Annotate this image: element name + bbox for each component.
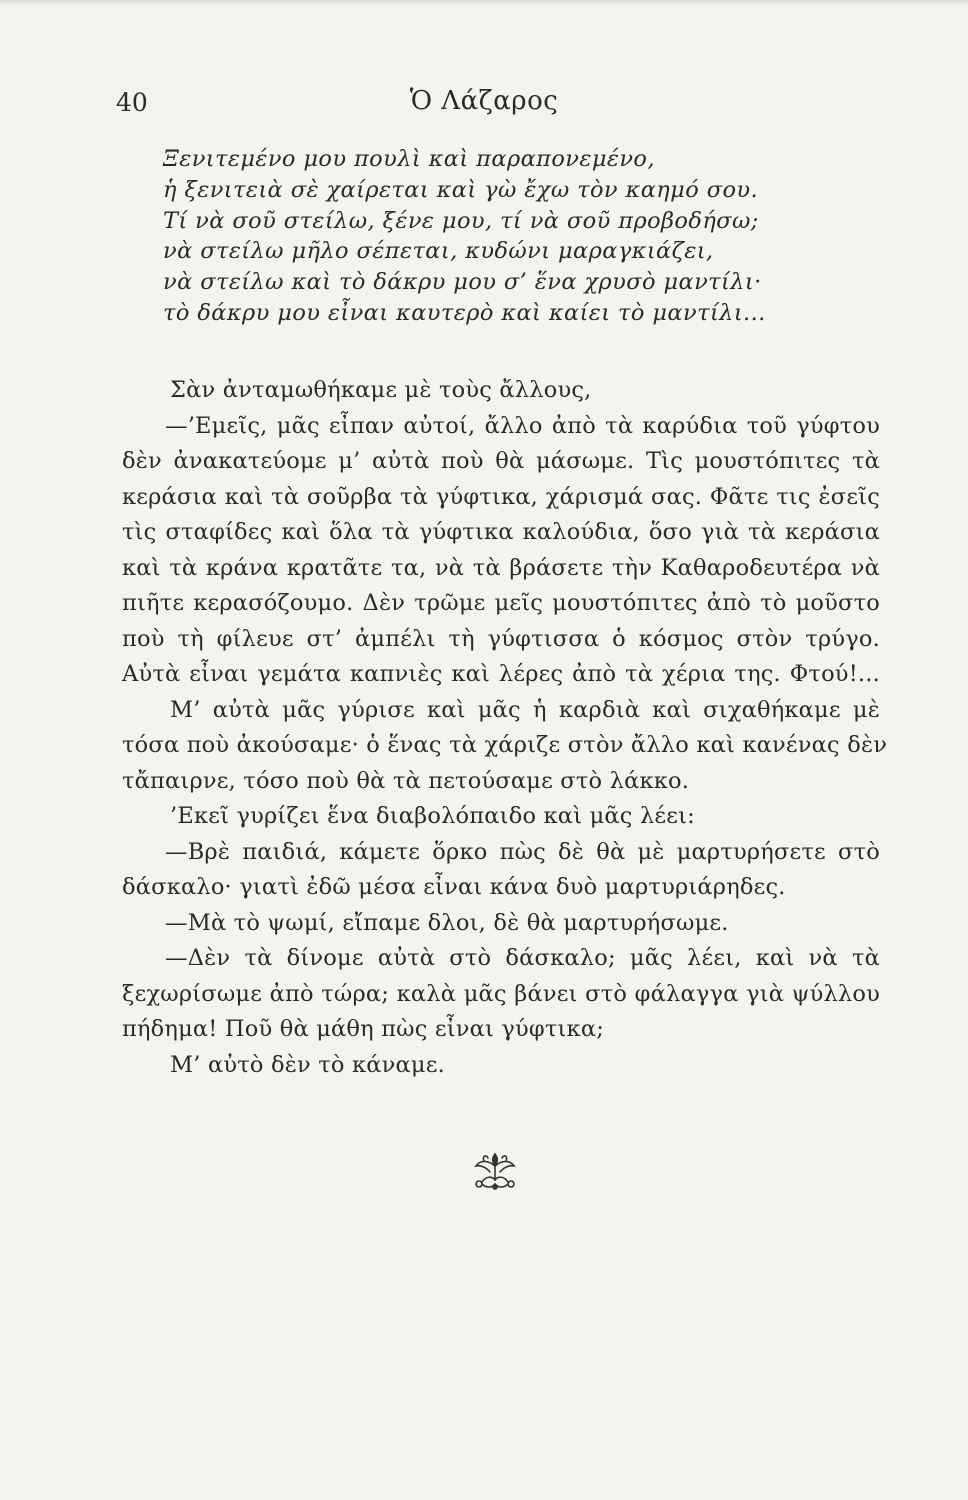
prose-line: τἄπαιρνε, τόσο ποὺ θὰ τὰ πετούσαμε στὸ λάκκο. [122,767,690,794]
poem-line: νὰ στείλω μῆλο σέπεται, κυδώνι μαραγκιάζει, [163,238,714,265]
prose-block [122,373,888,1083]
prose-line: —Μὰ τὸ ψωμί, εἴπαμε δλοι, δὲ θὰ μαρτυρήσωμε. [165,909,729,936]
prose-line: τόσα ποὺ ἀκούσαμε· ὁ ἕνας τὰ χάριζε στὸν ἄλλο καὶ κανένας δὲν [122,732,888,758]
prose-line: Σὰν ἀνταμωθήκαμε μὲ τοὺς ἄλλους, [170,377,592,403]
prose-line: ξεχωρίσωμε ἀπὸ τώρα; καλὰ μᾶς βάνει στὸ φάλαγγα γιὰ ψύλλου [122,980,880,1007]
prose-line: —’Εμεῖς, μᾶς εἶπαν αὐτοί, ἄλλο ἀπὸ τὰ καρύδια τοῦ γύφτου [165,412,880,439]
poem-block [163,144,883,329]
prose-line: —Βρὲ παιδιά, κάμετε ὅρκο πὼς δὲ θὰ μὲ μαρτυρήσετε στὸ [165,838,880,865]
page-number: 40 [116,88,148,117]
prose-line: καὶ τὰ κράνα κρατᾶτε τα, νὰ τὰ βράσετε τὴν Καθαροδευτέρα νὰ [122,554,880,581]
poem-line: Τί νὰ σοῦ στείλω, ξένε μου, τί νὰ σοῦ προβοδήσω; [163,207,759,234]
prose-line: δάσκαλο· γιατὶ ἐδῶ μέσα εἶναι κάνα δυὸ μαρτυριάρηδες. [122,874,786,900]
poem-line: τὸ δάκρυ μου εἶναι καυτερὸ καὶ καίει τὸ μαντίλι... [163,299,766,326]
running-title: Ὁ Λάζαρος [409,86,559,116]
prose-line: ποὺ τὴ φίλευε στ’ ἀμπέλι τὴ γύφτισσα ὁ κόσμος στὸν τρύγο. [122,625,880,652]
prose-line: Μ’ αὐτὸ δὲν τὸ κάναμε. [170,1051,445,1078]
prose-line: τὶς σταφίδες καὶ ὅλα τὰ γύφτικα καλούδια, ὅσο γιὰ τὰ κεράσια [122,519,880,545]
poem-line: Ξενιτεμένο μου πουλὶ καὶ παραπονεμένο, [163,146,655,172]
page-top-edge [0,0,968,6]
prose-line: πήδημα! Ποῦ θὰ μάθη πὼς εἶναι γύφτικα; [122,1016,604,1042]
poem-line: νὰ στείλω καὶ τὸ δάκρυ μου σ’ ἕνα χρυσὸ μαντίλι· [163,269,762,296]
prose-line: Αὐτὰ εἶναι γεμάτα καπνιὲς καὶ λέρες ἀπὸ τὰ χέρια της. Φτού!... [122,661,880,687]
prose-line: πιῆτε κερασόζουμο. Δὲν τρῶμε μεῖς μουστόπιτες ἀπὸ τὸ μοῦστο [122,590,880,616]
poem-line: ἡ ξενιτειὰ σὲ χαίρεται καὶ γὼ ἔχω τὸν καημό σου. [163,176,759,203]
prose-line: κεράσια καὶ τὰ σοῦρβα τὰ γύφτικα, χάρισμά σας. Φᾶτε τις ἐσεῖς [122,483,880,510]
prose-line: Μ’ αὐτὰ μᾶς γύρισε καὶ μᾶς ἡ καρδιὰ καὶ σιχαθήκαμε μὲ [170,696,880,723]
prose-line: ’Εκεῖ γυρίζει ἕνα διαβολόπαιδο καὶ μᾶς λέει: [170,803,695,829]
floral-ornament-icon [470,1150,520,1194]
prose-line: —Δὲν τὰ δίνομε αὐτὰ στὸ δάσκαλο; μᾶς λέει, καὶ νὰ τὰ [165,945,880,971]
prose-line: δὲν ἀνακατεύομε μ’ αὐτὰ ποὺ θὰ μάσωμε. Τὶς μουστόπιτες τὰ [122,448,880,474]
